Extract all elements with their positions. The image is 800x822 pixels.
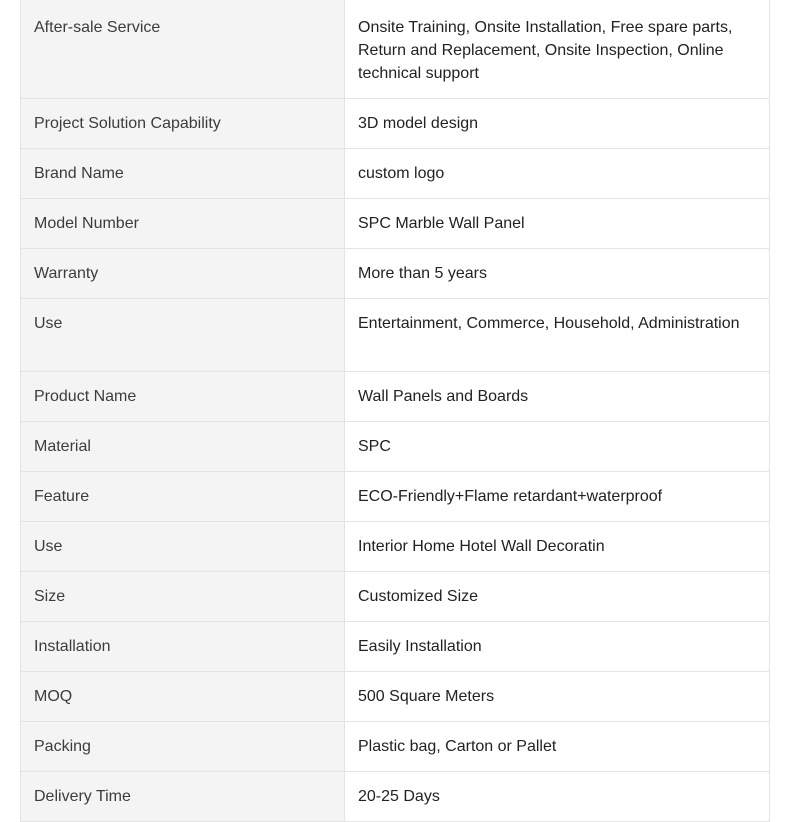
spec-label: MOQ bbox=[21, 672, 345, 722]
spec-value: 20-25 Days bbox=[345, 772, 770, 822]
spec-value: ECO-Friendly+Flame retardant+waterproof bbox=[345, 472, 770, 522]
spec-label: Installation bbox=[21, 622, 345, 672]
product-spec-section bbox=[20, 0, 769, 822]
table-row bbox=[21, 722, 770, 772]
spec-value: SPC bbox=[345, 422, 770, 472]
spec-label: Use bbox=[21, 299, 345, 372]
spec-label: Warranty bbox=[21, 249, 345, 299]
spec-value: Entertainment, Commerce, Household, Administration bbox=[345, 299, 770, 372]
table-row bbox=[21, 622, 770, 672]
table-row bbox=[21, 249, 770, 299]
spec-value: 500 Square Meters bbox=[345, 672, 770, 722]
spec-value: custom logo bbox=[345, 149, 770, 199]
table-row bbox=[21, 672, 770, 722]
spec-label: Feature bbox=[21, 472, 345, 522]
spec-label: After-sale Service bbox=[21, 0, 345, 99]
spec-value: Plastic bag, Carton or Pallet bbox=[345, 722, 770, 772]
spec-value: Easily Installation bbox=[345, 622, 770, 672]
table-row bbox=[21, 149, 770, 199]
spec-label: Size bbox=[21, 572, 345, 622]
table-row bbox=[21, 0, 770, 99]
table-row bbox=[21, 422, 770, 472]
table-row bbox=[21, 772, 770, 822]
product-spec-table bbox=[20, 0, 770, 822]
spec-value: Interior Home Hotel Wall Decoratin bbox=[345, 522, 770, 572]
spec-label: Material bbox=[21, 422, 345, 472]
table-row bbox=[21, 372, 770, 422]
spec-value: Wall Panels and Boards bbox=[345, 372, 770, 422]
spec-label: Project Solution Capability bbox=[21, 99, 345, 149]
spec-label: Use bbox=[21, 522, 345, 572]
spec-value: Onsite Training, Onsite Installation, Free spare parts, Return and Replacement, Onsite Inspection, Online technical support bbox=[345, 0, 770, 99]
table-row bbox=[21, 522, 770, 572]
table-row bbox=[21, 472, 770, 522]
spec-label: Product Name bbox=[21, 372, 345, 422]
spec-value: Customized Size bbox=[345, 572, 770, 622]
spec-label: Brand Name bbox=[21, 149, 345, 199]
spec-value: More than 5 years bbox=[345, 249, 770, 299]
spec-label: Packing bbox=[21, 722, 345, 772]
spec-label: Delivery Time bbox=[21, 772, 345, 822]
spec-value: 3D model design bbox=[345, 99, 770, 149]
table-row bbox=[21, 99, 770, 149]
spec-value: SPC Marble Wall Panel bbox=[345, 199, 770, 249]
spec-label: Model Number bbox=[21, 199, 345, 249]
table-row bbox=[21, 299, 770, 372]
table-row bbox=[21, 199, 770, 249]
table-row bbox=[21, 572, 770, 622]
